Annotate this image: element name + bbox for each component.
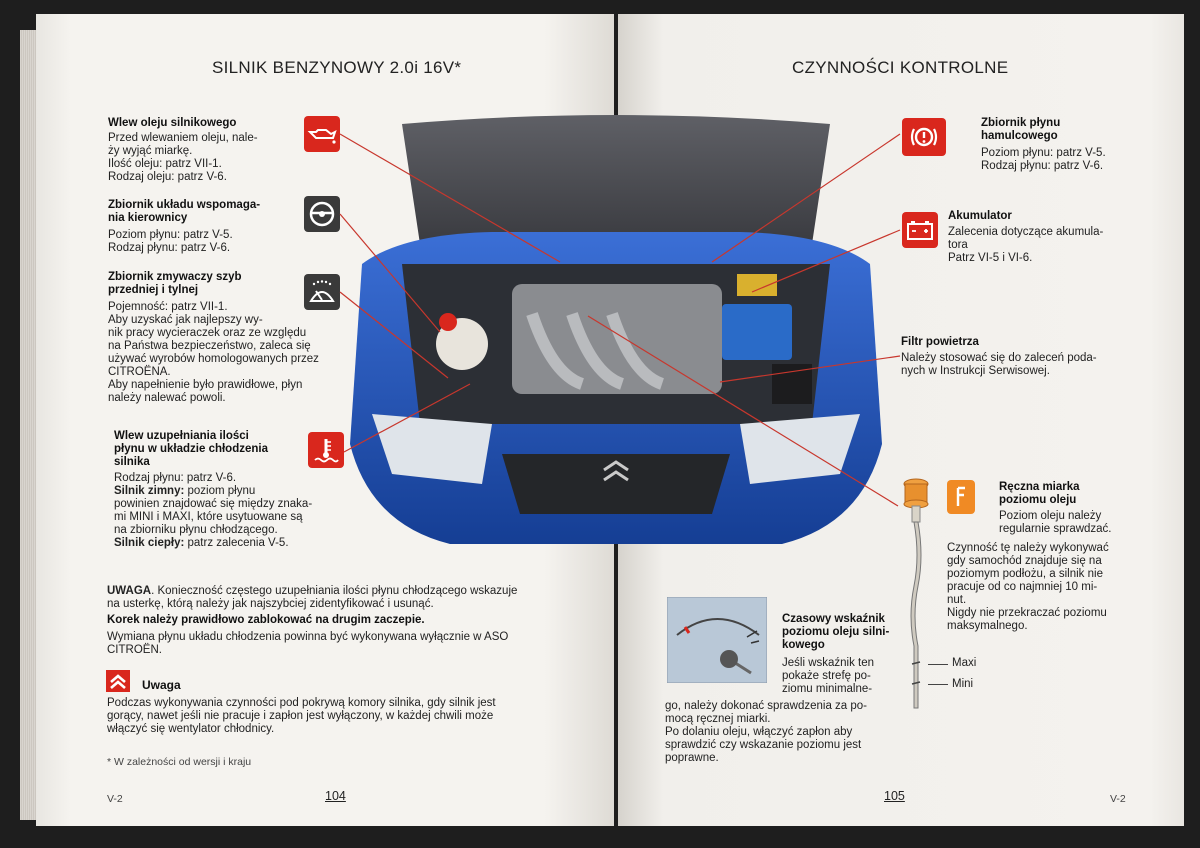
min-label: Mini bbox=[952, 678, 974, 690]
oil-filler-title: Wlew oleju silnikowego bbox=[108, 117, 237, 129]
washer-reservoir-title: Zbiornik zmywaczy szyb przedniej i tylnej bbox=[108, 271, 242, 296]
power-steering-title: Zbiornik układu wspomaga- nia kierownicy bbox=[108, 199, 261, 224]
right-section-code: V-2 bbox=[1110, 793, 1126, 805]
steering-wheel-icon bbox=[304, 196, 340, 232]
left-page-header: SILNIK BENZYNOWY 2.0i 16V* bbox=[212, 58, 462, 77]
battery-title: Akumulator bbox=[948, 210, 1012, 222]
min-tick bbox=[928, 684, 948, 685]
oil-gauge-illustration bbox=[667, 597, 767, 683]
power-steering-text: Poziom płynu: patrz V-5. Rodzaj płynu: patrz V-6. bbox=[108, 229, 233, 254]
caution-title: Uwaga bbox=[142, 678, 181, 692]
right-page-number: 105 bbox=[884, 789, 905, 803]
left-section-code: V-2 bbox=[107, 793, 123, 805]
coolant-filler-title: Wlew uzupełniania ilości płynu w układzie chłodzenia silnika bbox=[114, 430, 268, 468]
dipstick-illustration bbox=[898, 476, 934, 716]
coolant-filler-text: Rodzaj płynu: patrz V-6. Silnik zimny: poziom płynu powinien znajdować się między znaka- mi MINI i MAXI, które usytuowane są na zbiorniku płynu chłodzącego. Silnik ciepły: patrz zalecenia V-5. bbox=[114, 472, 313, 549]
caution-text: Podczas wykonywania czynności pod pokrywą komory silnika, gdy silnik jest gorący, nawet jeśli nie pracuje i zapłon jest wyłączony, w każdej chwili może włączyć się wentylator chłodnicy. bbox=[107, 697, 496, 735]
oil-gauge-text: go, należy dokonać sprawdzenia za po- mocą ręcznej miarki. Po dolaniu oleju, włączyć zapłon aby sprawdzić czy wskazanie poziomu jest poprawne. bbox=[665, 700, 868, 764]
cap-lock-instruction: Korek należy prawidłowo zablokować na drugim zaczepie. bbox=[107, 614, 425, 626]
coolant-warning-paragraph: UWAGA. Konieczność częstego uzupełniania ilości płynu chłodzącego wskazuje na usterkę, którą należy jak najszybciej zidentyfikować i usunąć. bbox=[107, 585, 518, 610]
brake-fluid-text: Poziom płynu: patrz V-5. Rodzaj płynu: patrz V-6. bbox=[981, 147, 1106, 172]
dipstick-text: Czynność tę należy wykonywać gdy samochód znajduje się na poziomym podłożu, a silnik nie pracuje od co najmniej 10 mi- nut. Nigdy nie przekraczać poziomu maksymalnego. bbox=[947, 542, 1109, 632]
oil-level-icon bbox=[947, 480, 975, 514]
battery-text: Zalecenia dotyczące akumula- tora Patrz VI-5 i VI-6. bbox=[948, 226, 1104, 264]
air-filter-title: Filtr powietrza bbox=[901, 336, 979, 348]
engine-bay-illustration bbox=[342, 114, 890, 554]
air-filter-text: Należy stosować się do zaleceń poda- nych w Instrukcji Serwisowej. bbox=[901, 352, 1097, 377]
windscreen-washer-icon bbox=[304, 274, 340, 310]
max-tick bbox=[928, 664, 948, 665]
dipstick-intro: Poziom oleju należy regularnie sprawdzać. bbox=[999, 510, 1112, 535]
oil-gauge-title: Czasowy wskaźnik poziomu oleju silni- kowego bbox=[782, 613, 890, 651]
coolant-replacement-note: Wymiana płynu układu chłodzenia powinna być wykonywana wyłącznie w ASO CITROËN. bbox=[107, 631, 509, 656]
brake-fluid-title: Zbiornik płynu hamulcowego bbox=[981, 117, 1061, 142]
oil-gauge-intro: Jeśli wskaźnik ten pokaże strefę po- ziomu minimalne- bbox=[782, 657, 875, 695]
left-page-number: 104 bbox=[325, 789, 346, 803]
coolant-temperature-icon bbox=[308, 432, 344, 468]
washer-reservoir-text: Pojemność: patrz VII-1. Aby uzyskać jak najlepszy wy- nik pracy wycieraczek oraz ze względu na Państwa bezpieczeństwo, zaleca się używać wyrobów homologowanych przez CITROËNA. Aby napełnienie było prawidłowe, płyn należy nalewać powoli. bbox=[108, 301, 319, 404]
battery-icon bbox=[902, 212, 938, 248]
citroen-warning-icon bbox=[106, 670, 130, 692]
oil-filler-text: Przed wlewaniem oleju, nale- ży wyjąć miarkę. Ilość oleju: patrz VII-1. Rodzaj oleju: patrz V-6. bbox=[108, 132, 258, 183]
brake-warning-icon bbox=[902, 118, 946, 156]
footnote: * W zależności od wersji i kraju bbox=[107, 756, 252, 768]
right-page-header: CZYNNOŚCI KONTROLNE bbox=[792, 58, 1009, 77]
dipstick-title: Ręczna miarka poziomu oleju bbox=[999, 481, 1080, 506]
oil-can-icon bbox=[304, 116, 340, 152]
max-label: Maxi bbox=[952, 657, 977, 669]
